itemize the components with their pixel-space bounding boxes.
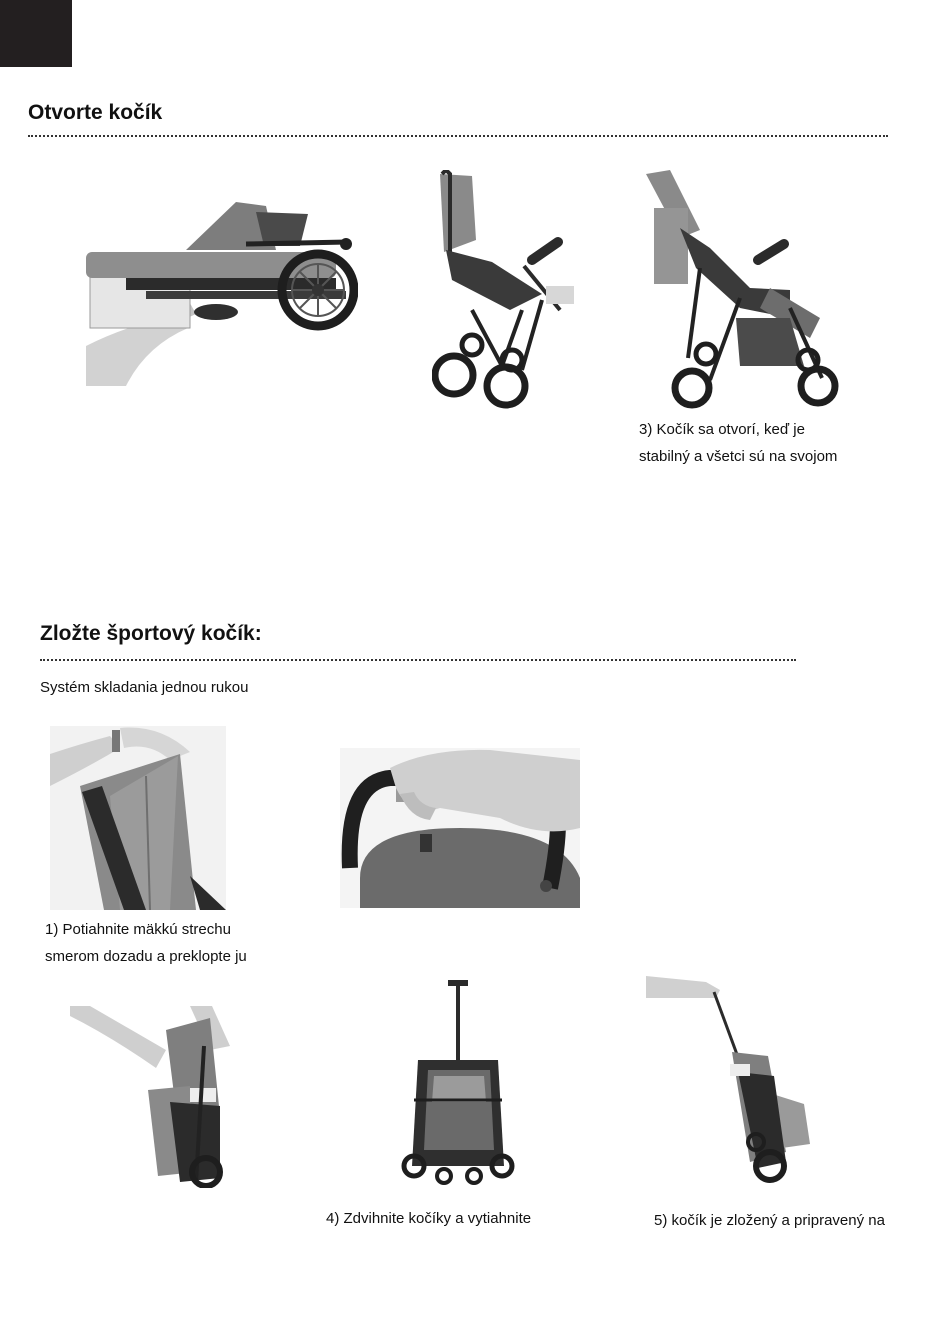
- caption-step1-line2: smerom dozadu a preklopte ju: [45, 948, 247, 965]
- photo-stroller-open: [640, 168, 840, 410]
- caption-step4: 4) Zdvihnite kočíky a vytiahnite: [326, 1210, 532, 1227]
- photo-fold-canopy: [50, 726, 226, 910]
- photo-folded-stroller-lying: [86, 196, 358, 386]
- photo-fold-handle-button: [340, 748, 580, 908]
- photo-fold-handle-extended: [400, 980, 516, 1186]
- divider-open: [28, 135, 888, 137]
- corner-block: [0, 0, 72, 67]
- divider-fold: [40, 659, 796, 661]
- photo-fold-collapsing: [70, 1006, 234, 1188]
- photo-fold-pulled: [646, 972, 816, 1192]
- caption-step3: [639, 416, 837, 470]
- caption-step1-line1: 1) Potiahnite mäkkú strechu: [45, 921, 231, 938]
- caption-step3-line2: stabilný a všetci sú na svojom: [639, 448, 838, 465]
- caption-step1: [45, 916, 247, 970]
- fold-subtitle: Systém skladania jednou rukou: [40, 679, 249, 696]
- caption-step5: 5) kočík je zložený a pripravený na: [654, 1212, 885, 1229]
- section-title-open: Otvorte kočík: [28, 101, 163, 124]
- section-title-fold: Zložte športový kočík:: [40, 622, 262, 645]
- caption-step3-line1: 3) Kočík sa otvorí, keď je: [639, 421, 805, 438]
- photo-stroller-unfolding: [432, 170, 582, 410]
